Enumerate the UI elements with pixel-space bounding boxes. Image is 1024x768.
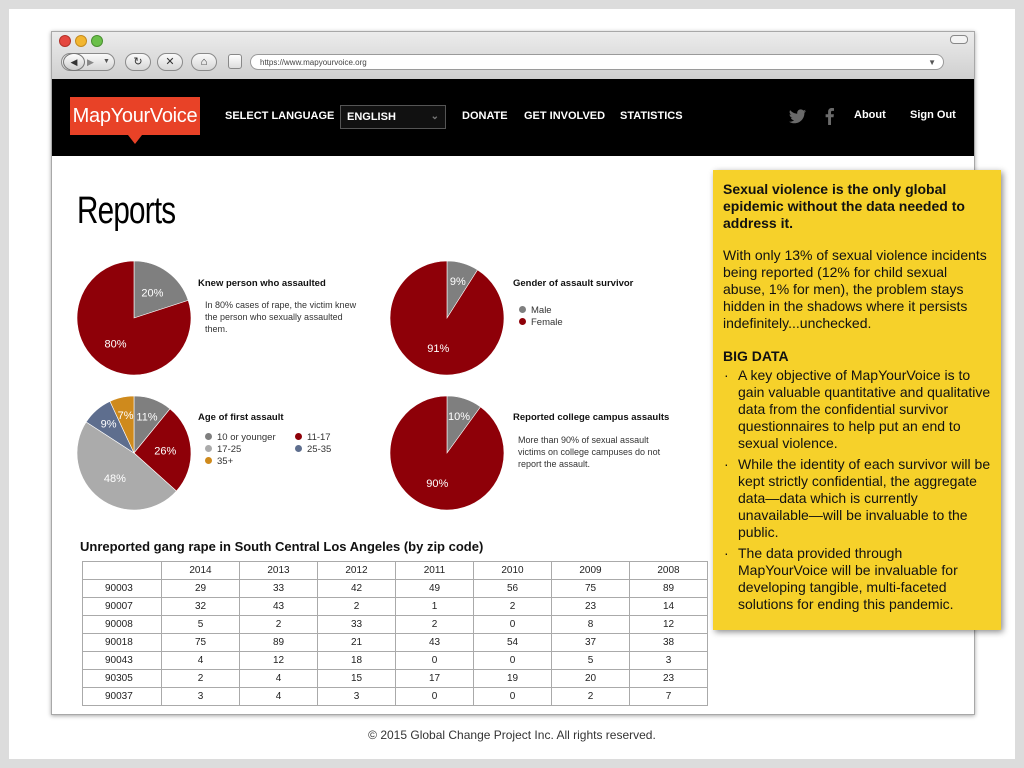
table-header-row xyxy=(83,562,708,580)
legend-swatch-35-plus xyxy=(205,457,212,464)
nav-link-statistics[interactable]: STATISTICS xyxy=(620,110,683,122)
legend-item-11-17 xyxy=(295,432,331,443)
callout-intro: With only 13% of sexual violence incidents being reported (12% for child sexual abuse, 1% for men), the problem stays hidden in the shadows where it persists indefinitely...unchecked. xyxy=(723,247,987,331)
callout-bullet: · While the identity of each survivor will be kept strictly confidential, the aggregate data—data which is currently unavailable—will be invaluable to the public. xyxy=(723,456,991,541)
table-cell: 0 xyxy=(396,652,474,670)
forward-arrow-icon[interactable]: ▶ xyxy=(87,57,94,67)
back-arrow-icon[interactable]: ◀ xyxy=(63,53,85,71)
legend-swatch-17-25 xyxy=(205,445,212,452)
footer-copyright: © 2015 Global Change Project Inc. All rights reserved. xyxy=(368,728,656,742)
table-cell: 2 xyxy=(474,598,552,616)
table-cell: 89 xyxy=(240,634,318,652)
table-cell: 37 xyxy=(552,634,630,652)
chevron-down-icon: ⌄ xyxy=(430,111,439,122)
table-cell: 2 xyxy=(240,616,318,634)
table-cell: 0 xyxy=(396,688,474,706)
table-cell: 3 xyxy=(630,652,708,670)
table-cell: 21 xyxy=(318,634,396,652)
table-cell: 32 xyxy=(162,598,240,616)
table-row xyxy=(83,688,708,706)
table-cell: 7 xyxy=(630,688,708,706)
browser-toolbar xyxy=(52,32,974,80)
legend-item-10-or-younger xyxy=(205,432,276,443)
table-cell: 4 xyxy=(162,652,240,670)
reload-icon[interactable]: ↻ xyxy=(125,53,151,71)
nav-link-get-involved[interactable]: GET INVOLVED xyxy=(524,110,606,122)
table-cell: 75 xyxy=(552,580,630,598)
table-cell: 15 xyxy=(318,670,396,688)
table-cell: 23 xyxy=(630,670,708,688)
table-cell: 2 xyxy=(162,670,240,688)
table-column-header: 2010 xyxy=(474,562,552,580)
zip-code-cell: 90007 xyxy=(83,598,162,616)
pie-slice xyxy=(390,396,504,510)
table-column-header: 2012 xyxy=(318,562,396,580)
table-row xyxy=(83,670,708,688)
pie-slice-label: 20% xyxy=(141,287,164,300)
nav-link-sign-out[interactable]: Sign Out xyxy=(910,109,956,121)
back-forward-group xyxy=(61,53,115,71)
table-cell: 38 xyxy=(630,634,708,652)
table-cell: 2 xyxy=(396,616,474,634)
table-row xyxy=(83,634,708,652)
table-cell: 43 xyxy=(240,598,318,616)
table-cell: 0 xyxy=(474,652,552,670)
table-column-header: 2013 xyxy=(240,562,318,580)
legend-label-35-plus: 35+ xyxy=(217,456,234,467)
table-cell: 12 xyxy=(630,616,708,634)
zip-code-cell: 90018 xyxy=(83,634,162,652)
table-cell: 75 xyxy=(162,634,240,652)
table-cell: 33 xyxy=(240,580,318,598)
legend-label-25-35: 25-35 xyxy=(307,444,332,455)
zip-code-cell: 90043 xyxy=(83,652,162,670)
site-logo[interactable]: MapYourVoice xyxy=(70,97,200,135)
legend-swatch-male xyxy=(519,306,526,313)
pie-title-age: Age of first assault xyxy=(198,412,284,423)
table-cell: 49 xyxy=(396,580,474,598)
callout-headline: Sexual violence is the only global epidemic without the data needed to address it. xyxy=(723,181,965,231)
legend-label-male: Male xyxy=(531,305,552,316)
pie-slice-label: 9% xyxy=(449,275,466,288)
legend-swatch-11-17 xyxy=(295,433,302,440)
legend-label-11-17: 11-17 xyxy=(307,432,331,443)
pie-slice-label: 11% xyxy=(136,411,158,424)
table-column-header: 2011 xyxy=(396,562,474,580)
page-title: Reports xyxy=(77,190,176,232)
stop-icon[interactable]: ✕ xyxy=(157,53,183,71)
legend-swatch-25-35 xyxy=(295,445,302,452)
table-cell: 0 xyxy=(474,688,552,706)
table-title: Unreported gang rape in South Central Los Angeles (by zip code) xyxy=(80,539,484,554)
pie-slice-label: 91% xyxy=(427,343,450,356)
pie-chart-campus xyxy=(352,156,512,516)
window-zoom-button[interactable] xyxy=(91,35,103,47)
site-header xyxy=(52,79,974,156)
table-cell: 4 xyxy=(240,670,318,688)
table-cell: 4 xyxy=(240,688,318,706)
legend-item-female xyxy=(519,317,563,328)
pie-title-campus: Reported college campus assaults xyxy=(513,412,670,423)
home-icon[interactable]: ⌂ xyxy=(191,53,217,71)
legend-item-17-25 xyxy=(205,444,241,455)
url-dropdown-icon[interactable]: ▼ xyxy=(928,58,936,67)
table-cell: 2 xyxy=(552,688,630,706)
legend-label-female: Female xyxy=(531,317,563,328)
table-row xyxy=(83,652,708,670)
pie-slice-label: 90% xyxy=(426,477,449,490)
history-dropdown-icon[interactable]: ▼ xyxy=(103,58,110,65)
table-row xyxy=(83,616,708,634)
table-cell: 29 xyxy=(162,580,240,598)
legend-swatch-10-or-younger xyxy=(205,433,212,440)
pie-slice-label: 48% xyxy=(103,472,126,485)
pie-title-knew-person: Knew person who assaulted xyxy=(198,278,326,289)
table-body xyxy=(83,580,708,706)
legend-swatch-female xyxy=(519,318,526,325)
table-cell: 19 xyxy=(474,670,552,688)
toolbar-toggle-button[interactable] xyxy=(950,35,968,44)
info-callout xyxy=(713,170,1001,630)
select-language-label: SELECT LANGUAGE xyxy=(225,110,335,122)
callout-big-data-heading: BIG DATA xyxy=(723,348,789,364)
table-cell: 0 xyxy=(474,616,552,634)
table-column-header: 2009 xyxy=(552,562,630,580)
pie-description-campus: More than 90% of sexual assault victims on college campuses do not report the assault. xyxy=(518,435,661,469)
table-cell: 89 xyxy=(630,580,708,598)
callout-bullet: · The data provided through MapYourVoice will be invaluable for developing tangible, multi-faceted solutions for ending this pandemic. xyxy=(723,545,991,613)
window-minimize-button[interactable] xyxy=(75,35,87,47)
legend-label-10-or-younger: 10 or younger xyxy=(217,432,276,443)
pie-slice-label: 7% xyxy=(117,410,134,423)
table-column-header: 2008 xyxy=(630,562,708,580)
table-cell: 3 xyxy=(318,688,396,706)
pie-chart-age xyxy=(52,156,212,516)
language-value: ENGLISH xyxy=(347,111,396,123)
zip-code-cell: 90003 xyxy=(83,580,162,598)
table-cell: 1 xyxy=(396,598,474,616)
legend-item-male xyxy=(519,305,552,316)
table-cell: 20 xyxy=(552,670,630,688)
table-cell: 14 xyxy=(630,598,708,616)
pie-slice-label: 26% xyxy=(154,445,177,458)
zip-code-cell: 90037 xyxy=(83,688,162,706)
window-close-button[interactable] xyxy=(59,35,71,47)
table-cell: 17 xyxy=(396,670,474,688)
table-cell: 43 xyxy=(396,634,474,652)
table-cell: 2 xyxy=(318,598,396,616)
callout-bullet-list xyxy=(723,367,991,613)
table-column-header: 2014 xyxy=(162,562,240,580)
twitter-icon[interactable] xyxy=(789,109,807,124)
legend-item-35-plus xyxy=(205,456,233,467)
table-row xyxy=(83,580,708,598)
bookmark-page-icon[interactable] xyxy=(228,54,242,69)
legend-label-17-25: 17-25 xyxy=(217,444,242,455)
table-cell: 54 xyxy=(474,634,552,652)
language-select[interactable] xyxy=(340,105,446,129)
zip-code-cell: 90305 xyxy=(83,670,162,688)
url-text: https://www.mapyourvoice.org xyxy=(260,58,367,67)
callout-bullet: · A key objective of MapYourVoice is to gain valuable quantitative and qualitative data from the confidential survivor questionnaires to help put an end to sexual violence. xyxy=(723,367,991,452)
table-cell: 18 xyxy=(318,652,396,670)
nav-link-about[interactable]: About xyxy=(854,109,886,121)
table-cell: 12 xyxy=(240,652,318,670)
table-cell: 23 xyxy=(552,598,630,616)
pie-slice-label: 10% xyxy=(447,411,470,424)
zip-code-table xyxy=(82,561,708,706)
nav-link-donate[interactable]: DONATE xyxy=(462,110,508,122)
table-row xyxy=(83,598,708,616)
table-cell: 33 xyxy=(318,616,396,634)
url-bar[interactable] xyxy=(250,54,944,70)
table-cell: 42 xyxy=(318,580,396,598)
zip-code-cell: 90008 xyxy=(83,616,162,634)
table-column-header xyxy=(83,562,162,580)
facebook-icon[interactable] xyxy=(825,108,834,125)
pie-slice-label: 80% xyxy=(104,338,127,351)
table-cell: 5 xyxy=(162,616,240,634)
legend-item-25-35 xyxy=(295,444,331,455)
table-cell: 56 xyxy=(474,580,552,598)
table-cell: 3 xyxy=(162,688,240,706)
pie-slice-label: 9% xyxy=(100,418,117,431)
table-cell: 5 xyxy=(552,652,630,670)
pie-title-gender: Gender of assault survivor xyxy=(513,278,634,289)
table-cell: 8 xyxy=(552,616,630,634)
pie-description-knew-person: In 80% cases of rape, the victim knew the person who sexually assaulted them. xyxy=(205,300,357,334)
